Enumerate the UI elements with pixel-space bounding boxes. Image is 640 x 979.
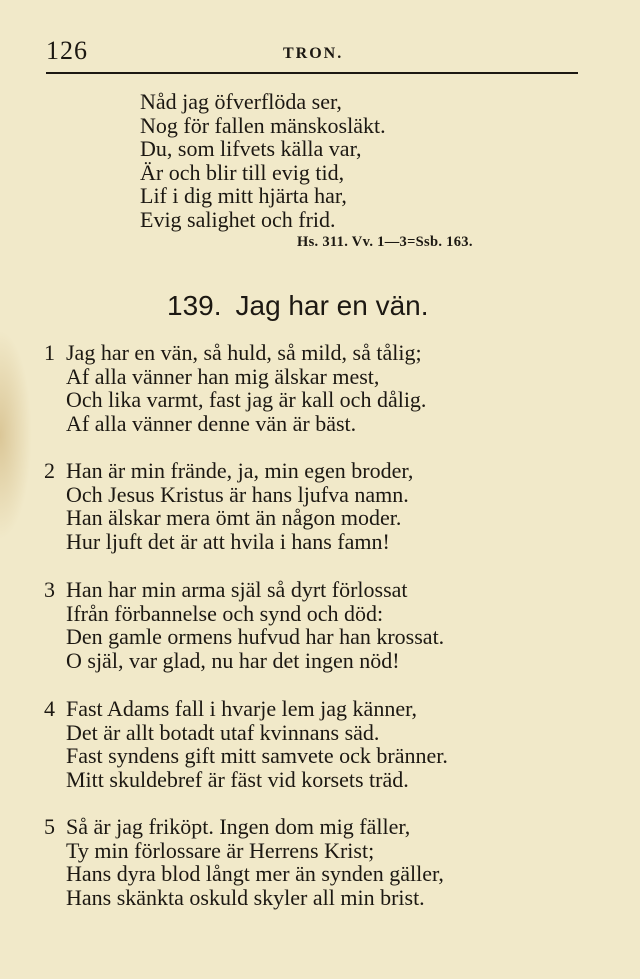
verse-4 (44, 697, 584, 791)
verse-line: Han har min arma själ så dyrt förlossat (66, 577, 408, 602)
verse-line: Lif i dig mitt hjärta har, (140, 183, 347, 208)
page-number: 126 (46, 36, 88, 65)
verse-line: Evig salighet och frid. (140, 206, 336, 232)
paper-stain (0, 330, 32, 540)
hymn-citation: Hs. 311. Vv. 1—3=Ssb. 163. (297, 234, 473, 250)
verse-line: Du, som lifvets källa var, (140, 136, 362, 161)
verse-line: Ifrån förbannelse och synd och död: (66, 600, 384, 626)
hymn-heading (167, 290, 429, 322)
verse-line: Mitt skuldebref är fäst vid korsets träd. (66, 766, 409, 792)
verse-line: Den gamle ormens hufvud har han krossat. (66, 624, 445, 649)
verse-number: 5 (44, 814, 55, 839)
verse-line: Fast Adams fall i hvarje lem jag känner, (66, 696, 418, 721)
previous-hymn-ending (140, 90, 580, 231)
verse-line: O själ, var glad, nu har det ingen nöd! (66, 647, 400, 673)
verse-3 (44, 578, 584, 672)
verse-line: Af alla vänner denne vän är bäst. (66, 410, 357, 436)
verse-line: Och lika varmt, fast jag är kall och dålig. (66, 387, 427, 412)
verse-number: 3 (44, 577, 55, 602)
verse-line: Han älskar mera ömt än någon moder. (66, 505, 402, 530)
verse-line: Ty min förlossare är Herrens Krist; (66, 837, 375, 863)
verse-2 (44, 459, 584, 553)
verse-line: Det är allt botadt utaf kvinnans säd. (66, 719, 380, 745)
verse-line: Han är min frände, ja, min egen broder, (66, 458, 414, 483)
running-title: TRON. (283, 45, 344, 62)
verse-line: Nåd jag öfverflöda ser, (140, 89, 342, 114)
verse-1 (44, 341, 584, 435)
verse-line: Hans skänkta oskuld skyler all min brist. (66, 884, 425, 910)
verse-line: Och Jesus Kristus är hans ljufva namn. (66, 481, 409, 507)
verse-line: Hur ljuft det är att hvila i hans famn! (66, 528, 390, 554)
page-header (46, 36, 578, 66)
verse-line: Af alla vänner han mig älskar mest, (66, 363, 380, 389)
verse-number: 2 (44, 458, 55, 483)
verse-line: Hans dyra blod långt mer än synden gäller, (66, 861, 444, 886)
verse-line: Nog för fallen mänskosläkt. (140, 112, 386, 138)
verse-line: Så är jag friköpt. Ingen dom mig fäller, (66, 814, 411, 839)
verse-5 (44, 815, 584, 909)
header-rule (46, 72, 578, 74)
verse-line: Jag har en vän, så huld, så mild, så tålig; (66, 340, 422, 365)
verse-line: Är och blir till evig tid, (140, 159, 345, 185)
verse-number: 1 (44, 340, 55, 365)
hymn-title: Jag har en vän. (235, 290, 429, 321)
verse-number: 4 (44, 696, 55, 721)
hymn-number: 139. (167, 290, 222, 321)
verse-line: Fast syndens gift mitt samvete ock bränner. (66, 743, 448, 768)
